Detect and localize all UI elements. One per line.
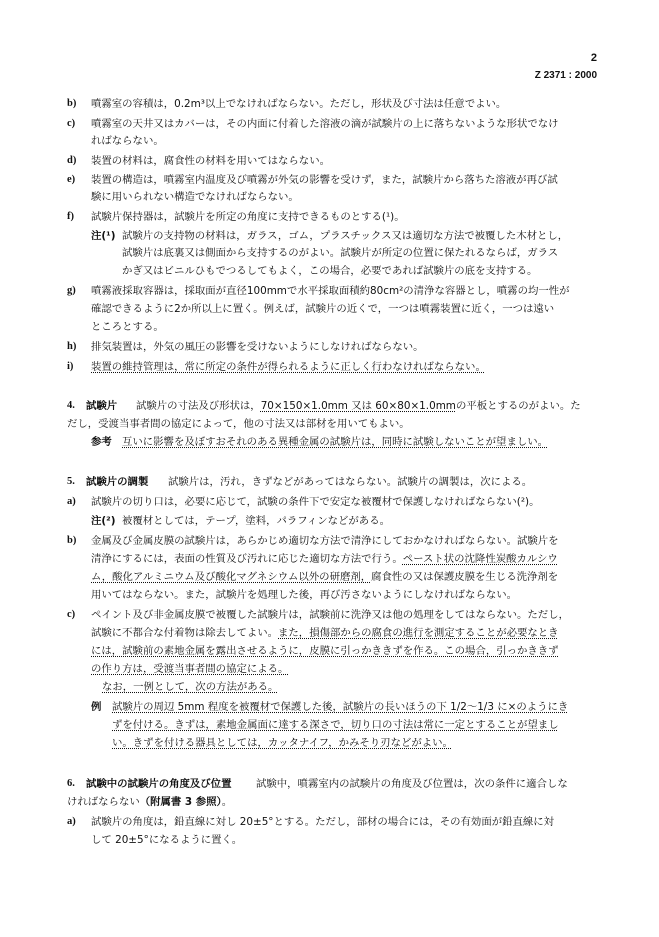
section-5-a-label: a) — [67, 496, 76, 507]
section-5-b-text-2a: 清浄にするには，表面の性質及び汚れに応じた適切な方法で行う。 — [91, 553, 403, 565]
section-5-title: 試験片の調製 — [86, 476, 149, 488]
section-5-b-text-2b: ペースト状の沈降性炭酸カルシウ — [402, 553, 558, 565]
section-6-number: 6. — [67, 778, 75, 789]
page-number: 2 — [590, 52, 597, 64]
section-6-title: 試験中の試験片の角度及び位置 — [86, 778, 232, 790]
item-c-text-1: 噴霧室の天井又はカバーは，その内面に付着した溶液の滴が試験片の上に落ちないような形状でなけ — [91, 118, 559, 130]
note-1-text-3: かぎ又はビニルひもでつるしてもよく，この場合，必要であれば試験片の底を支持する。 — [122, 265, 538, 277]
example-text-3: い。きずを付ける器具としては，カッタナイフ，かみそり刃などがよい。 — [112, 737, 453, 749]
section-5-b-text-2 — [91, 553, 558, 566]
section-5-c-text-1: ペイント及び非金属皮膜で被覆した試験片は，試験前に洗浄又は他の処理をしてはならない。ただし， — [91, 609, 569, 621]
item-f-text: 試験片保持器は，試験片を所定の角度に支持できるものとする(¹)。 — [91, 211, 405, 223]
note-1-text-2: 試験片は底裏又は側面から支持するのがよい。試験片が所定の位置に保たれるならば，ガラス — [122, 247, 559, 259]
section-4-title: 試験片 — [86, 400, 118, 412]
section-4-reference-text: 互いに影響を及ぼすおそれのある異種金属の試験片は，同時に試験しないことが望ましい。 — [122, 436, 549, 448]
section-5-c-text-2 — [91, 627, 559, 640]
item-e-label: e) — [67, 174, 76, 185]
item-h-text: 排気装置は，外気の風圧の影響を受けないようにしなければならない。 — [91, 341, 424, 353]
section-5-b-text-1: 金属及び金属皮膜の試験片は，あらかじめ適切な方法で清浄にしておかなければならない。試験片を — [91, 535, 559, 547]
section-5-b-text-4: 用いてはならない。また，試験片を処理した後，再び汚さないようにしなければならない。 — [91, 589, 518, 601]
section-6-a-text-1: 試験片の角度は，鉛直線に対し 20±5°とする。ただし，部材の場合には，その有効面が鉛直線に対 — [91, 816, 555, 828]
item-e-text-2: 験に用いられない構造でなければならない。 — [91, 191, 299, 203]
item-b-label: b) — [67, 98, 77, 109]
note-1-text-1: 試験片の支持物の材料は，ガラス，ゴム，プラスチックス又は適切な方法で被覆した木材とし， — [122, 230, 569, 242]
item-g-text-2: 確認できるように2か所以上に置く。例えば，試験片の近くで，一つは噴霧装置に近く，一つは遠い — [91, 303, 555, 315]
item-i-label: i) — [67, 361, 74, 372]
section-5-c-label: c) — [67, 609, 76, 620]
item-d-text: 装置の材料は，腐食性の材料を用いてはならない。 — [91, 155, 330, 167]
section-5-b-text-3a: ム，酸化アルミニウム及び酸化マグネシウム以外の研磨剤， — [91, 571, 372, 583]
section-6-text-2 — [67, 796, 232, 809]
item-e-text-1: 装置の構造は，噴霧室内温度及び噴霧が外気の影響を受けず，また，試験片から落ちた溶液が再び試 — [91, 174, 558, 186]
example-label: 例 — [91, 701, 102, 713]
item-g-label: g) — [67, 285, 76, 296]
section-4-text-1 — [136, 400, 581, 413]
item-g-text-1: 噴霧液採取容器は，採取面が直径100mmで水平採取面積約80cm²の清浄な容器とし，噴霧の均一性が — [91, 285, 570, 297]
note-2-label: 注(²) — [91, 515, 116, 527]
section-6-annex-ref: （附属書 3 参照） — [139, 796, 222, 808]
section-5-c-text-4: の作り方は，受渡当事者間の協定による。 — [91, 663, 289, 675]
example-text-2: ずを付ける。きずは，素地金属面に達する深さで，切り口の寸法は常に一定とすることが望まし — [112, 719, 559, 731]
section-5-a-text: 試験片の切り口は，必要に応じて，試験の条件下で安定な被覆材で保護しなければならない(²)。 — [91, 496, 540, 508]
item-c-label: c) — [67, 118, 76, 129]
item-c-text-2: ればならない。 — [91, 135, 164, 147]
section-6-text-2a: ければならない — [67, 796, 140, 808]
section-5-b-label: b) — [67, 535, 77, 546]
section-6-text-2c: 。 — [221, 796, 233, 808]
section-5-c-text-2a: 試験に不都合な付着物は除去してよい。 — [91, 627, 279, 639]
section-5-intro: 試験片は，汚れ，きずなどがあってはならない。試験片の調製は，次による。 — [168, 476, 533, 488]
section-5-c-text-5: なお，一例として，次の方法がある。 — [102, 681, 279, 693]
item-g-text-3: ところとする。 — [91, 321, 164, 333]
section-4-dimensions: 70×150×1.0mm 又は 60×80×1.0mm — [260, 400, 456, 412]
item-f-label: f) — [67, 211, 74, 222]
section-5-b-text-3 — [91, 571, 558, 584]
item-i-text: 装置の維持管理は，常に所定の条件が得られるように正しく行わなければならない。 — [91, 361, 486, 373]
note-1-label: 注(¹) — [91, 230, 116, 242]
note-2-text: 被覆材としては，テープ，塗料，パラフィンなどがある。 — [122, 515, 390, 527]
section-5-b-text-3b: 腐食性の又は保護皮膜を生じる洗浄剤を — [371, 571, 559, 583]
item-d-label: d) — [67, 155, 77, 166]
section-6-a-label: a) — [67, 816, 76, 827]
standard-id: Z 2371 : 2000 — [534, 70, 597, 81]
section-5-c-text-3: には，試験前の素地金属を露出させるように，皮膜に引っかききずを作る。この場合，引っかききず — [91, 645, 559, 657]
item-h-label: h) — [67, 341, 77, 352]
section-4-reference-label: 参考 — [91, 436, 112, 448]
section-5-number: 5. — [67, 476, 75, 487]
section-4-number: 4. — [67, 400, 75, 411]
section-4-text-1a: 試験片の寸法及び形状は， — [136, 400, 261, 412]
section-6-text-1: 試験中，噴霧室内の試験片の角度及び位置は，次の条件に適合しな — [256, 778, 568, 790]
section-6-a-text-2: して 20±5°になるように置く。 — [91, 834, 243, 846]
section-4-text-1c: の平板とするのがよい。た — [455, 400, 581, 412]
example-text-1: 試験片の周辺 5mm 程度を被覆材で保護した後，試験片の長いほうの下 1/2〜1/3 に×のようにき — [112, 701, 569, 713]
section-4-text-2: だし，受渡当事者間の協定によって，他の寸法又は部材を用いてもよい。 — [67, 418, 410, 430]
item-b-text: 噴霧室の容積は，0.2m³以上でなければならない。ただし，形状及び寸法は任意でよい。 — [91, 98, 507, 110]
section-5-c-text-2b: また，損傷部からの腐食の進行を測定することが必要なとき — [278, 627, 559, 639]
